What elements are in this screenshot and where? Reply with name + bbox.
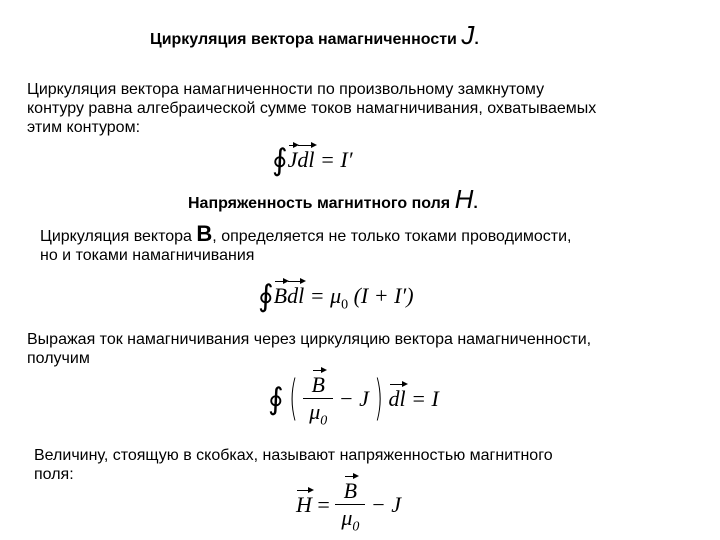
- paragraph-post: , определяется не только токами проводимости,: [212, 228, 572, 245]
- symbol-b: B: [196, 221, 213, 246]
- vector-dl: dl: [287, 283, 305, 308]
- vector-b: B: [273, 283, 288, 308]
- fraction-b-over-mu: [303, 372, 333, 429]
- formula-circulation-j: [272, 140, 353, 178]
- formula-currents: (I + I′): [353, 283, 414, 308]
- mu-symbol: μ: [341, 505, 353, 530]
- equals-sign: =: [317, 491, 330, 517]
- formula-rhs: = I: [411, 385, 439, 411]
- paragraph-line: Величину, стоящую в скобках, называют напряженностью магнитного: [34, 447, 553, 464]
- mu-symbol: μ: [309, 399, 321, 424]
- mu-subscript: 0: [320, 413, 328, 429]
- mu-subscript: 0: [341, 297, 349, 313]
- minus-j: − J: [370, 491, 401, 517]
- fraction-numerator: [303, 372, 333, 398]
- heading-suffix: .: [473, 195, 478, 212]
- fraction-b-over-mu: [335, 478, 365, 535]
- paragraph-line: но и токами намагничивания: [40, 247, 255, 264]
- formula-h-definition: [296, 478, 401, 535]
- vector-j: J: [287, 147, 298, 172]
- paragraph-1: [27, 80, 596, 137]
- heading-text: Напряженность магнитного поля: [188, 195, 455, 212]
- vector-b: B: [343, 478, 358, 503]
- formula-circulation-b: [258, 276, 414, 313]
- fraction-denominator: [335, 505, 365, 535]
- minus-j: − J: [338, 385, 369, 411]
- formula-circulation-h-expanded: [268, 372, 439, 429]
- paragraph-3: [27, 330, 591, 368]
- vector-h: H: [296, 491, 312, 517]
- heading-text: Циркуляция вектора намагниченности: [150, 31, 462, 48]
- symbol-h: H: [454, 184, 474, 214]
- heading-suffix: .: [474, 31, 479, 48]
- paragraph-line: получим: [27, 350, 90, 367]
- vector-dl: dl: [388, 385, 406, 411]
- heading-magnetic-field-strength: [188, 184, 478, 214]
- paragraph-line: Выражая ток намагничивания через циркуляцию вектора намагниченности,: [27, 331, 592, 348]
- contour-integral-symbol: ∮: [258, 279, 274, 314]
- paragraph-line: поля:: [34, 466, 74, 483]
- heading-magnetization-circulation: [150, 20, 479, 50]
- paragraph-4: [34, 446, 553, 484]
- right-paren: ): [374, 371, 383, 427]
- contour-integral-symbol: ∮: [268, 381, 284, 417]
- formula-rhs: = I′: [320, 147, 353, 172]
- paragraph-2: [40, 221, 572, 265]
- fraction-denominator: [303, 399, 333, 429]
- paragraph-line: [40, 221, 572, 246]
- paragraph-line: контуру равна алгебраической сумме токов намагничивания, охватываемых: [27, 100, 597, 117]
- paragraph-line: Циркуляция вектора намагниченности по произвольному замкнутому: [27, 81, 545, 98]
- left-paren: (: [289, 371, 298, 427]
- vector-b: B: [311, 372, 325, 397]
- paragraph-line: этим контуром:: [27, 119, 141, 136]
- formula-mu: = μ: [309, 283, 342, 308]
- contour-integral-symbol: ∮: [272, 143, 288, 178]
- vector-dl: dl: [297, 147, 315, 172]
- fraction-numerator: [335, 478, 365, 504]
- mu-subscript: 0: [352, 519, 360, 535]
- paragraph-pre: Циркуляция вектора: [40, 228, 197, 245]
- symbol-j: J: [461, 20, 475, 50]
